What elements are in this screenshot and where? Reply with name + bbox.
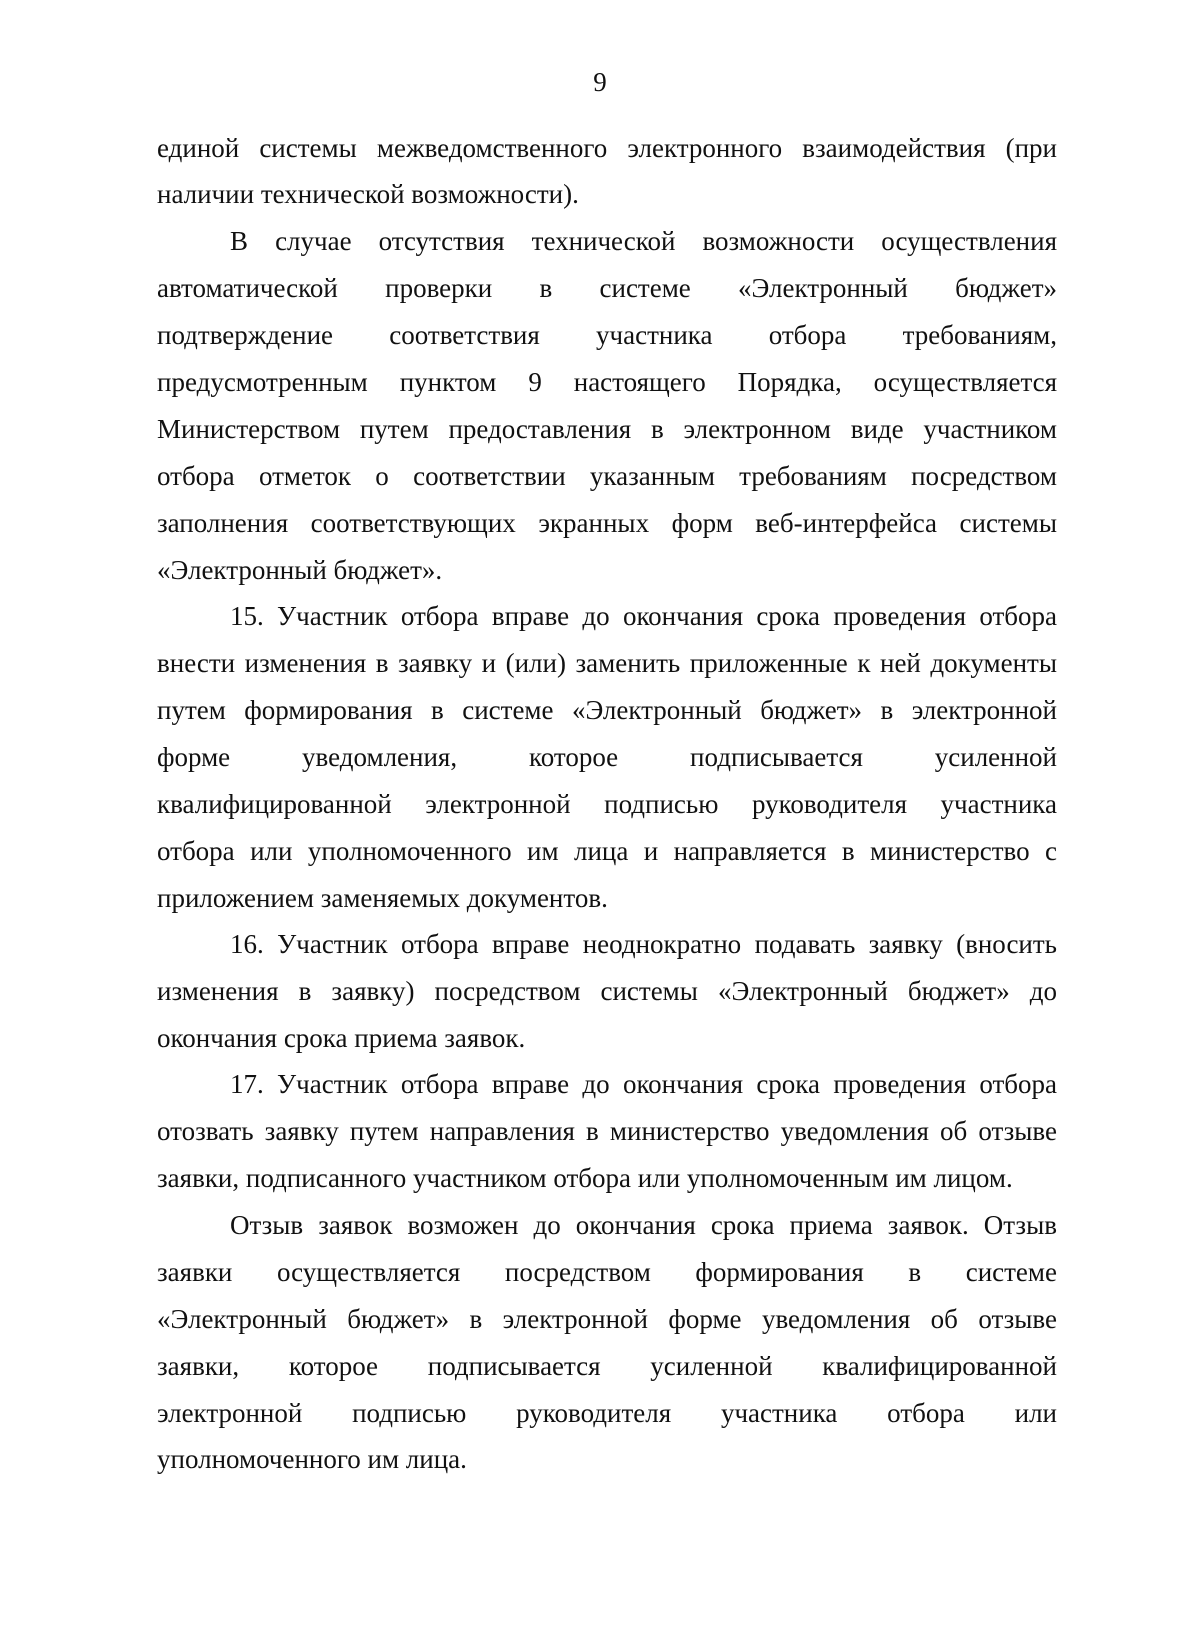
text-line: изменения в заявку) посредством системы «Электронный бюджет» до xyxy=(157,976,1057,1006)
text-line: квалифицированной электронной подписью руководителя участника xyxy=(157,789,1057,819)
text-line: заявки, подписанного участником отбора или уполномоченным им лицом. xyxy=(157,1163,1013,1193)
text-line: отозвать заявку путем направления в министерство уведомления об отзыве xyxy=(157,1116,1057,1146)
text-line: автоматической проверки в системе «Электронный бюджет» xyxy=(157,273,1057,303)
text-line: Министерством путем предоставления в электронном виде участником xyxy=(157,414,1057,444)
text-line: внести изменения в заявку и (или) заменить приложенные к ней документы xyxy=(157,648,1057,678)
page-number: 9 xyxy=(593,67,607,97)
text-line: заполнения соответствующих экранных форм веб-интерфейса системы xyxy=(157,508,1057,538)
text-line: окончания срока приема заявок. xyxy=(157,1023,526,1053)
text-line: единой системы межведомственного электронного взаимодействия (при xyxy=(157,133,1057,163)
text-line: приложением заменяемых документов. xyxy=(157,883,608,913)
text-line: Отзыв заявок возможен до окончания срока приема заявок. Отзыв xyxy=(230,1210,1057,1240)
text-line: «Электронный бюджет» в электронной форме уведомления об отзыве xyxy=(157,1304,1057,1334)
text-line: путем формирования в системе «Электронный бюджет» в электронной xyxy=(157,695,1057,725)
text-line: 16. Участник отбора вправе неоднократно подавать заявку (вносить xyxy=(230,929,1057,959)
text-line: подтверждение соответствия участника отбора требованиям, xyxy=(157,320,1057,350)
text-line: уполномоченного им лица. xyxy=(157,1444,467,1474)
text-line: заявки, которое подписывается усиленной квалифицированной xyxy=(157,1351,1057,1381)
text-line: 17. Участник отбора вправе до окончания срока проведения отбора xyxy=(230,1069,1057,1099)
text-line: отбора или уполномоченного им лица и направляется в министерство с xyxy=(157,836,1057,866)
text-line: предусмотренным пунктом 9 настоящего Порядка, осуществляется xyxy=(157,367,1057,397)
text-line: «Электронный бюджет». xyxy=(157,555,443,585)
text-line: В случае отсутствия технической возможности осуществления xyxy=(230,226,1057,256)
text-line: форме уведомления, которое подписывается усиленной xyxy=(157,742,1057,772)
text-line: наличии технической возможности). xyxy=(157,179,579,209)
text-line: 15. Участник отбора вправе до окончания срока проведения отбора xyxy=(230,601,1057,631)
text-line: отбора отметок о соответствии указанным требованиям посредством xyxy=(157,461,1057,491)
text-line: заявки осуществляется посредством формирования в системе xyxy=(157,1257,1057,1287)
text-line: электронной подписью руководителя участника отбора или xyxy=(157,1398,1057,1428)
